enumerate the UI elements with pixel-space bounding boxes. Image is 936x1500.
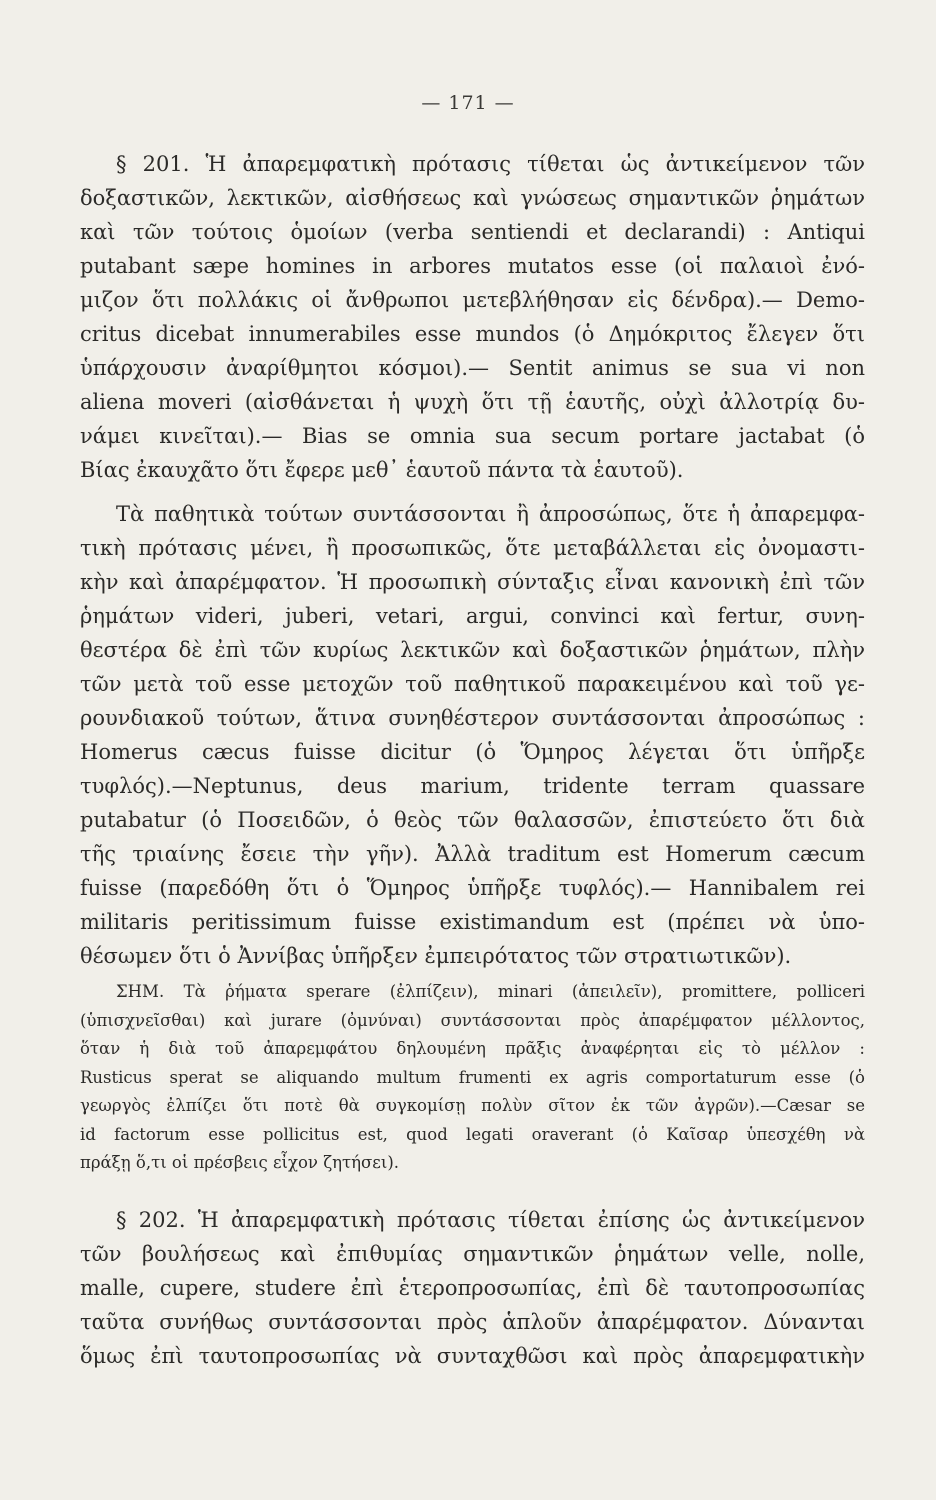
text-line: fuisse (παρεδόθη ὅτι ὁ Ὅμηρος ὑπῆρξε τυφλός).— Hannibalem rei — [80, 876, 865, 900]
text-line: aliena moveri (αἰσθάνεται ἡ ψυχὴ ὅτι τῇ ἑαυτῆς, οὐχὶ ἀλλοτρίᾳ δυ- — [80, 390, 865, 414]
page-number: — 171 — — [421, 92, 515, 114]
note-block — [80, 978, 865, 1178]
text-line: § 202. Ἡ ἀπαρεμφατικὴ πρότασις τίθεται ἐπίσης ὡς ἀντικείμενον — [116, 1208, 865, 1232]
text-line: τῆς τριαίνης ἔσειε τὴν γῆν). Ἀλλὰ traditum est Homerum cæcum — [80, 842, 865, 866]
section-201 — [80, 147, 865, 487]
text-line: νάμει κινεῖται).— Bias se omnia sua secum portare jactabat (ὁ — [80, 424, 865, 448]
note-line: (ὑπισχνεῖσθαι) καὶ jurare (ὀμνύναι) συντάσσονται πρὸς ἀπαρέμφατον μέλλοντος, — [80, 1010, 865, 1030]
note-line: πράξῃ ὅ,τι οἱ πρέσβεις εἶχον ζητήσει). — [80, 1153, 400, 1172]
text-line: ταῦτα συνήθως συντάσσονται πρὸς ἁπλοῦν ἀπαρέμφατον. Δύνανται — [80, 1310, 865, 1334]
text-line: ὅμως ἐπὶ ταυτοπροσωπίας νὰ συνταχθῶσι καὶ πρὸς ἀπαρεμφατικὴν — [80, 1344, 865, 1368]
note-line: γεωργὸς ἐλπίζει ὅτι ποτὲ θὰ συγκομίσῃ πολὺν σῖτον ἐκ τῶν ἀγρῶν).—Cæsar se — [80, 1096, 865, 1115]
text-line: δοξαστικῶν, λεκτικῶν, αἰσθήσεως καὶ γνώσεως σημαντικῶν ῥημάτων — [80, 186, 865, 210]
section-202 — [80, 1203, 865, 1373]
text-line: Homerus cæcus fuisse dicitur (ὁ Ὅμηρος λέγεται ὅτι ὑπῆρξε — [80, 740, 865, 764]
text-line: τικὴ πρότασις μένει, ἢ προσωπικῶς, ὅτε μεταβάλλεται εἰς ὀνομαστι- — [80, 536, 865, 560]
text-line: θέσωμεν ὅτι ὁ Ἀννίβας ὑπῆρξεν ἐμπειρότατος τῶν στρατιωτικῶν). — [80, 944, 792, 968]
note-line: ΣΗΜ. Τὰ ῥήματα sperare (ἐλπίζειν), minari (ἀπειλεῖν), promittere, polliceri — [116, 982, 865, 1001]
text-line: ρουνδιακοῦ τούτων, ἅτινα συνηθέστερον συντάσσονται ἀπροσώπως : — [80, 706, 865, 730]
note-line: Rusticus sperat se aliquando multum frumenti ex agris comportaturum esse (ὁ — [80, 1067, 865, 1087]
text-line: critus dicebat innumerabiles esse mundos (ὁ Δημόκριτος ἔλεγεν ὅτι — [80, 322, 865, 346]
text-line: κὴν καὶ ἀπαρέμφατον. Ἡ προσωπικὴ σύνταξις εἶναι κανονικὴ ἐπὶ τῶν — [80, 570, 865, 594]
text-line: τυφλός).—Neptunus, deus marium, tridente terram quassare — [80, 774, 865, 798]
text-line: malle, cupere, studere ἐπὶ ἑτεροπροσωπίας, ἐπὶ δὲ ταυτοπροσωπίας — [80, 1276, 865, 1300]
text-line: ὑπάρχουσιν ἀναρίθμητοι κόσμοι).— Sentit animus se sua vi non — [80, 356, 865, 380]
text-line: putabant sæpe homines in arbores mutatos esse (οἱ παλαιοὶ ἐνό- — [80, 254, 865, 278]
text-line: τῶν μετὰ τοῦ esse μετοχῶν τοῦ παθητικοῦ παρακειμένου καὶ τοῦ γε- — [80, 672, 865, 696]
text-line: § 201. Ἡ ἀπαρεμφατικὴ πρότασις τίθεται ὡς ἀντικείμενον τῶν — [116, 152, 865, 176]
note-line: id factorum esse pollicitus est, quod legati oraverant (ὁ Καῖσαρ ὑπεσχέθη νὰ — [80, 1124, 865, 1144]
text-line: putabatur (ὁ Ποσειδῶν, ὁ θεὸς τῶν θαλασσῶν, ἐπιστεύετο ὅτι διὰ — [80, 808, 865, 832]
text-line: Τὰ παθητικὰ τούτων συντάσσονται ἢ ἀπροσώπως, ὅτε ἡ ἀπαρεμφα- — [116, 502, 865, 526]
text-line: καὶ τῶν τούτοις ὁμοίων (verba sentiendi et declarandi) : Antiqui — [80, 220, 865, 244]
paragraph-passive — [80, 497, 865, 973]
text-line: μιζον ὅτι πολλάκις οἱ ἄνθρωποι μετεβλήθησαν εἰς δένδρα).— Demo- — [80, 288, 865, 312]
text-line: ῥημάτων videri, juberi, vetari, argui, convinci καὶ fertur, συνη- — [80, 604, 865, 628]
text-line: Βίας ἐκαυχᾶτο ὅτι ἔφερε μεθ᾽ ἑαυτοῦ πάντα τὰ ἑαυτοῦ). — [80, 458, 684, 482]
note-line: ὅταν ἡ διὰ τοῦ ἀπαρεμφάτου δηλουμένη πρᾶξις ἀναφέρηται εἰς τὸ μέλλον : — [80, 1039, 865, 1058]
text-line: θεστέρα δὲ ἐπὶ τῶν κυρίως λεκτικῶν καὶ δοξαστικῶν ῥημάτων, πλὴν — [80, 638, 865, 662]
text-line: militaris peritissimum fuisse existimandum est (πρέπει νὰ ὑπο- — [80, 910, 865, 934]
text-line: τῶν βουλήσεως καὶ ἐπιθυμίας σημαντικῶν ῥημάτων velle, nolle, — [80, 1242, 865, 1266]
